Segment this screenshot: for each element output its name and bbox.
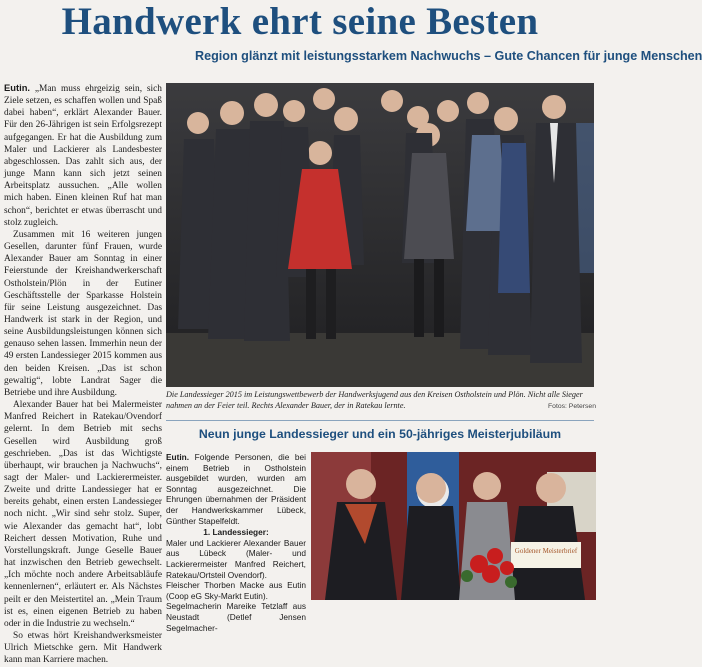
sidebar-intro-text: Folgende Personen, die bei einem Betrieb in Ostholstein ausgebildet wurden, wurden am Sonntag ausgezeichnet. Die Ehrungen übernahmen der Präsident der Handwerkskammer Lübeck, Günther Stapelfeldt.: [166, 452, 307, 526]
list-title: 1. Landessieger:: [203, 527, 269, 538]
paragraph-text: „Man muss ehrgeizig sein, sich Ziele setzen, es schaffen wollen und Spaß dabei haben“, erklärt Alexander Bauer. Für den 26-Jährigen ist sein Erfolgsrezept aufgegangen. Er hat die Ausbildung zum Maler und Lackierer als Landesbester abgeschlossen. Das zahlt sich aus, der junge Mann kann sich jetzt seinen Arbeitsplatz aussuchen. „Alle wollen mich haben. Einen kleinen Ruf hat man schon“, berichtet er etwas überrascht und stolz zugleich.: [4, 84, 162, 228]
banner-text: Goldener Meisterbrief: [514, 547, 578, 555]
photo-caption: [166, 390, 596, 416]
list-item: Maler und Lackierer Alexander Bauer aus Lübeck (Maler- und Lackierermeister Manfred Reichert, Ratekau/Ortsteil Ovendorf).: [166, 537, 306, 580]
photo-credit: Fotos: Petersen: [548, 402, 596, 410]
jubilee-photo: [311, 452, 596, 600]
sidebar-intro: [166, 452, 306, 526]
sidebar-dateline: Eutin.: [166, 452, 190, 462]
article-paragraph: Alexander Bauer hat bei Malermeister Manfred Reichert in Ratekau/Ovendorf gelernt. In dem Betrieb mit sechs Gesellen wird Ausbildung groß geschrieben. „Das ist das Wichtigste überhaupt, wir brauchen ja Nachwuchs“, sagt der Maler- und Lackierermeister. Zweite und dritte Landessieger hat er bereits gehabt, einen ersten Landessieger noch nicht. „Wir sind sehr stolz. Super, wie Alexander das gemacht hat“, lobt Reichert dessen Motivation, Ruhe und Vorstellungskraft. Junge Geselle Bauer hat inzwischen den Betrieb gewechselt. „Ich möchte noch andere Arbeitsabläufe kennenlernen“, erläutert er. Als Nächstes peilt er den Meistertitel an. „Mein Traum ist es, einen eigenen Betrieb zu haben oder in die Industrie zu wechseln.“: [4, 400, 162, 629]
caption-text: Die Landessieger 2015 im Leistungswettbewerb der Handwerksjugend aus den Kreisen Ostholstein und Plön. Nicht alle Sieger nahmen an der Feier teil. Rechts Alexander Bauer, der in Ratekau lernte.: [166, 390, 583, 410]
article-headline: Handwerk ehrt seine Besten: [61, 0, 539, 43]
article-paragraph: So etwas hört Kreishandwerksmeister Ulrich Mietschke gern. Mit Handwerk kann man Karriere machen.: [4, 631, 162, 666]
list-item: Segelmacherin Mareike Tetzlaff aus Neustadt (Detlef Jensen Segelmacher-: [166, 601, 306, 633]
group-photo: [166, 83, 594, 387]
sidebar-body-column: [166, 452, 307, 633]
list-item: Fleischer Thorben Macke aus Eutin (Coop eG Sky-Markt Eutin).: [166, 580, 306, 601]
jubilee-photo-illustration: [311, 452, 596, 600]
article-paragraph: [4, 82, 162, 229]
dateline: Eutin.: [4, 82, 31, 93]
section-divider: [166, 420, 594, 421]
article-body-column: [4, 82, 162, 666]
group-photo-illustration: [166, 83, 594, 387]
article-subheadline: Region glänzt mit leistungsstarkem Nachwuchs – Gute Chancen für junge Menschen: [195, 49, 702, 63]
sidebar-headline: Neun junge Landessieger und ein 50-jähriges Meisterjubiläum: [198, 427, 562, 441]
article-paragraph: Zusammen mit 16 weiteren jungen Gesellen, darunter fünf Frauen, wurde Alexander Bauer am Sonntag in einer Feierstunde der Kreishandwerkerschaft Ostholstein/Plön in der Eutiner Geschäftsstelle der Sparkasse Holstein für seine Leistung ausgezeichnet. Das Handwerk ist stark in der Region, und seine Ausbildungsleistungen können sich genauso sehen lassen. Immerhin neun der 49 ersten Landessieger 2015 kommen aus den beiden Kreisen. „Das ist schon gewaltig“, lobte Landrat Sager die Betriebe und ihre Ausbildung.: [4, 229, 162, 398]
